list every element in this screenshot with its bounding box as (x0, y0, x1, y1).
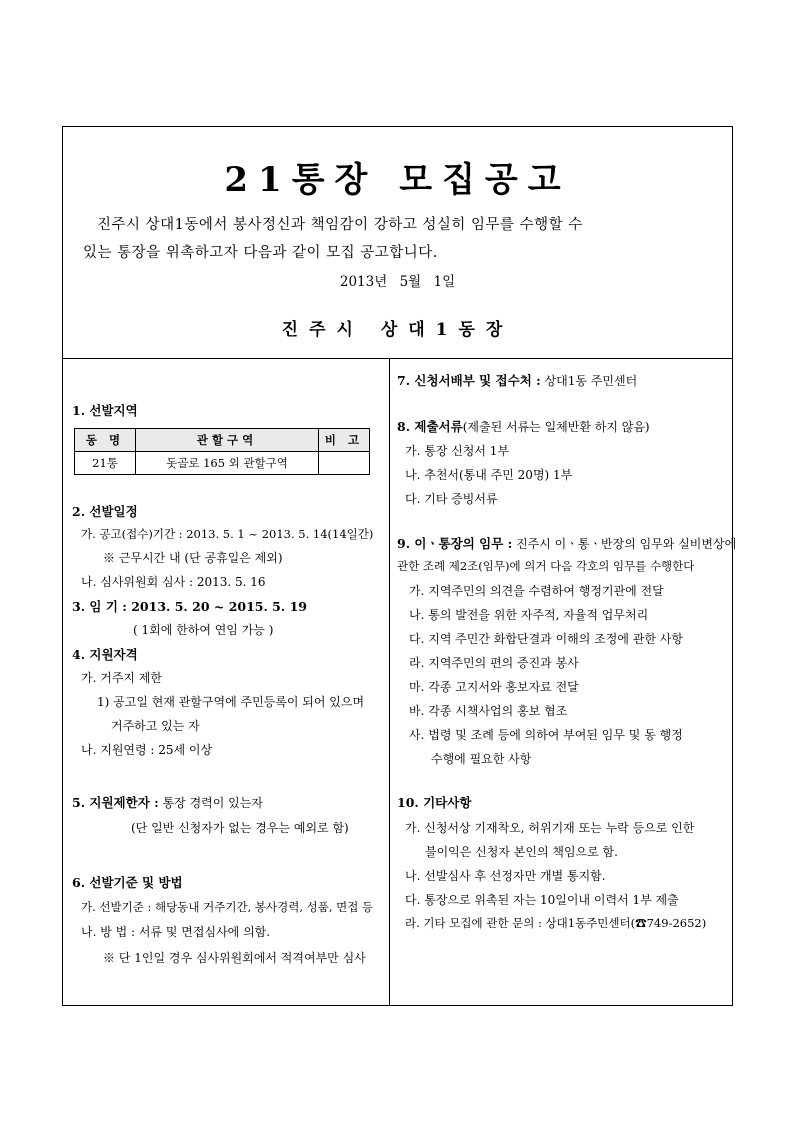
header-section (63, 127, 732, 359)
section-6-title: 6. 선발기준 및 방법 (72, 875, 183, 890)
section-4-title: 4. 지원자격 (72, 647, 138, 662)
header-cell: 동 명 (75, 429, 136, 452)
section-10-item-a: 가. 신청서상 기재착오, 허위기재 또는 누락 등으로 인한 (405, 821, 695, 835)
section-3-title: 3. 임 기 : 2013. 5. 20 ~ 2015. 5. 19 (72, 599, 307, 614)
list-item: 나. 통의 발전을 위한 자주적, 자율적 업무처리 (409, 608, 649, 622)
section-5 (72, 793, 263, 811)
header-cell: 비 고 (319, 429, 370, 452)
section-8-item-a: 가. 통장 신청서 1부 (405, 444, 510, 458)
section-2-item-b: 나. 심사위원회 심사 : 2013. 5. 16 (81, 575, 266, 589)
section-6-note: ※ 단 1인일 경우 심사위원회에서 적격여부만 심사 (103, 951, 366, 965)
header-cell: 관할구역 (136, 429, 319, 452)
section-7-title: 7. 신청서배부 및 접수처 : (397, 373, 541, 388)
notice-frame (62, 126, 737, 1006)
section-2-item-a: 가. 공고(접수)기간 : 2013. 5. 1 ~ 2013. 5. 14(14일간) (81, 527, 374, 541)
section-4-item-a: 가. 거주지 제한 (81, 671, 162, 685)
section-3-note: ( 1회에 한하여 연임 가능 ) (133, 623, 274, 637)
section-4-item-a1: 1) 공고일 현재 관할구역에 주민등록이 되어 있으며 (97, 695, 365, 709)
list-item: 라. 지역주민의 편의 증진과 봉사 (409, 656, 579, 670)
section-8-item-c: 다. 기타 증빙서류 (405, 492, 498, 506)
table-cell: 돗골로 165 외 관할구역 (136, 452, 319, 475)
section-9 (397, 534, 736, 552)
section-10-item-d: 라. 기타 모집에 관한 문의 : 상대1동주민센터(☎749-2652) (405, 916, 707, 930)
section-8-text: (제출된 서류는 일체반환 하지 않음) (462, 420, 650, 434)
column-divider (389, 359, 390, 1005)
section-8-title: 8. 제출서류 (397, 419, 463, 434)
section-5-text: 통장 경력이 있는자 (162, 796, 263, 810)
area-table (74, 428, 370, 475)
section-7-text: 상대1동 주민센터 (544, 374, 638, 388)
section-8 (397, 417, 650, 435)
section-1-title: 1. 선발지역 (72, 403, 138, 418)
organization-name: 진주시 상대1동장 (281, 320, 514, 340)
list-item: 사. 법령 및 조례 등에 의하여 부여된 임무 및 동 행정 (409, 728, 683, 742)
notice-date: 2013년 5월 1일 (339, 274, 456, 290)
table-cell (319, 452, 370, 475)
list-item-cont: 수행에 필요한 사항 (431, 752, 532, 766)
table-cell: 21통 (75, 452, 136, 475)
section-2-note: ※ 근무시간 내 (단 공휴일은 제외) (103, 551, 283, 565)
list-item: 마. 각종 고지서와 홍보자료 전달 (409, 680, 579, 694)
section-9-text-1: 진주시 이ㆍ통ㆍ반장의 임무와 실비변상에 (516, 537, 737, 551)
list-item: 바. 각종 시책사업의 홍보 협조 (409, 704, 568, 718)
table-header-row (75, 429, 370, 452)
intro-line-2: 있는 통장을 위촉하고자 다음과 같이 모집 공고합니다. (83, 245, 438, 261)
section-5-note: (단 일반 신청자가 없는 경우는 예외로 함) (131, 821, 349, 835)
section-10-item-a-cont: 불이익은 신청자 본인의 책임으로 함. (425, 845, 618, 859)
section-4-item-b: 나. 지원연령 : 25세 이상 (81, 743, 213, 757)
section-10-title: 10. 기타사항 (397, 795, 472, 810)
section-5-title: 5. 지원제한자 : (72, 795, 159, 810)
intro-line-1: 진주시 상대1동에서 봉사정신과 책임감이 강하고 성실히 임무를 수행할 수 (97, 217, 583, 233)
table-row (75, 452, 370, 475)
section-10-item-c: 다. 통장으로 위촉된 자는 10일이내 이력서 1부 제출 (405, 893, 679, 907)
section-4-item-a1-cont: 거주하고 있는 자 (111, 719, 200, 733)
section-6-item-b: 나. 방 법 : 서류 및 면접심사에 의함. (81, 925, 271, 939)
section-8-item-b: 나. 추천서(통내 주민 20명) 1부 (405, 468, 573, 482)
section-7 (397, 371, 637, 389)
section-9-text-2: 관한 조례 제2조(임무)에 의거 다음 각호의 임무를 수행한다 (397, 559, 695, 573)
section-6-item-a: 가. 선발기준 : 해당동내 거주기간, 봉사경력, 성품, 면접 등 (81, 900, 374, 914)
page-title: 21통장 모집공고 (224, 160, 571, 200)
list-item: 가. 지역주민의 의견을 수렴하여 행정기관에 전달 (409, 584, 664, 598)
section-2-title: 2. 선발일정 (72, 504, 138, 519)
section-10-item-b: 나. 선발심사 후 선정자만 개별 통지함. (405, 869, 606, 883)
section-9-title: 9. 이ㆍ통장의 임무 : (397, 536, 513, 551)
list-item: 다. 지역 주민간 화합단결과 이해의 조정에 관한 사항 (409, 632, 683, 646)
